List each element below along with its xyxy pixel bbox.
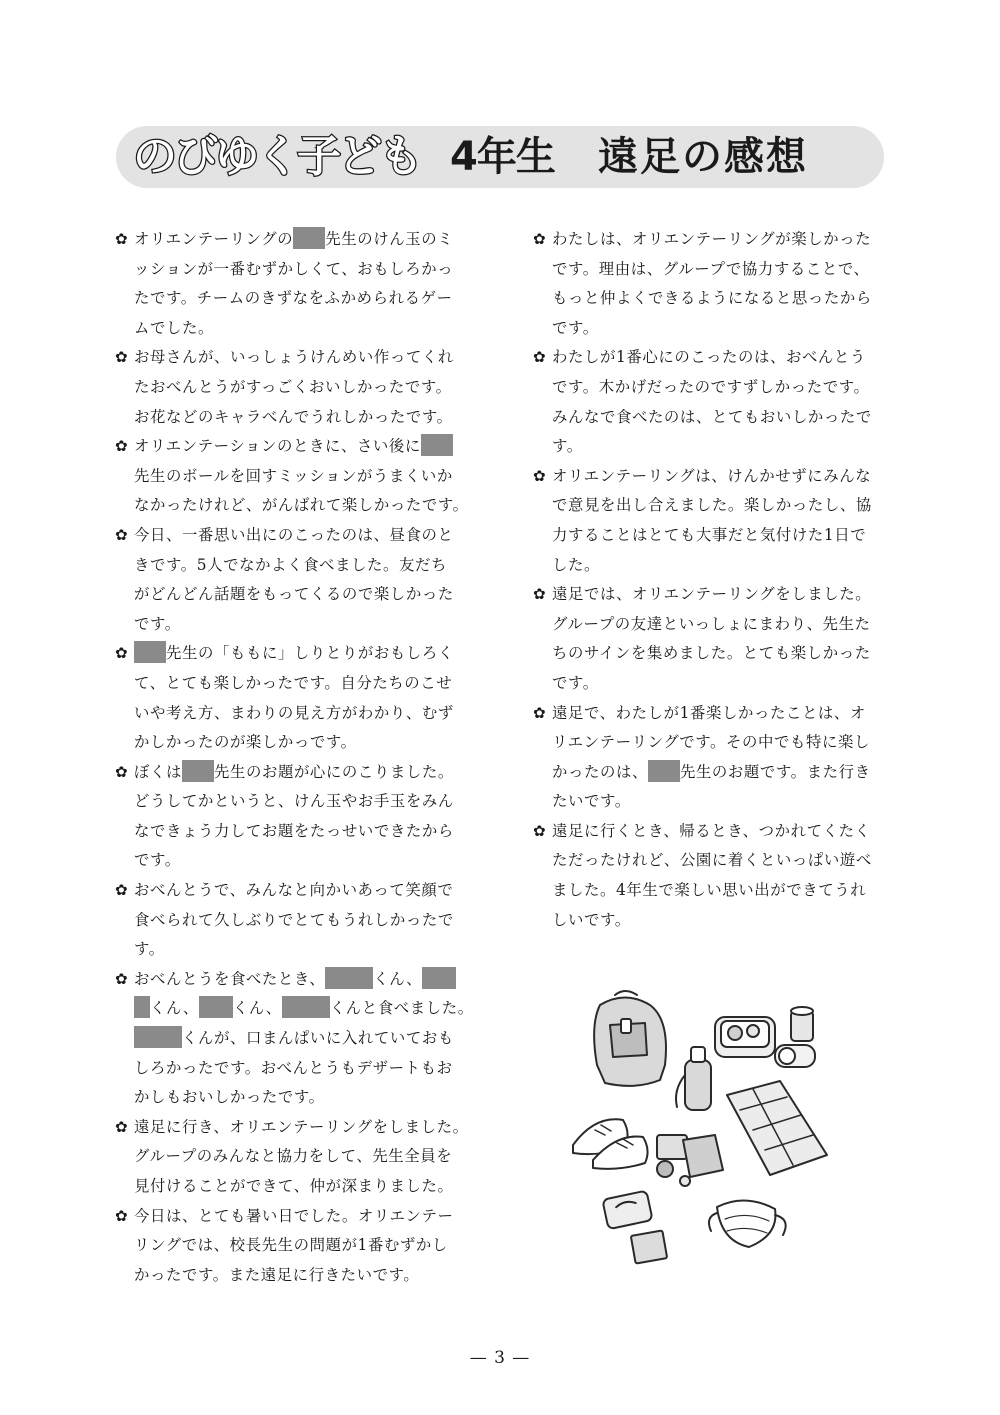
comment-entry: ✿ 遠足に行くとき、帰るとき、つかれてくたく ただったけれど、公園に着くといっぱい遊べ ました。4年生で楽しい思い出ができてうれ しいです。 bbox=[533, 817, 888, 935]
page-number: — 3 — bbox=[469, 1348, 531, 1368]
tissue-case-icon bbox=[602, 1191, 652, 1230]
handkerchief-icon bbox=[631, 1230, 667, 1263]
comment-entry: ✿ オリエンテーリングの 先生のけん玉のミ ッションが一番むずかしくて、おもしろかっ たです。チームのきずなをふかめられるゲー ムでした。 bbox=[115, 225, 480, 343]
towel-icon bbox=[775, 1045, 815, 1067]
comment-entry: ✿ 遠足では、オリエンテーリングをしました。 グループの友達といっしょにまわり、先生た ちのサインを集めました。とても楽しかった です。 bbox=[533, 580, 888, 698]
flower-icon: ✿ bbox=[115, 525, 129, 544]
redacted-name bbox=[648, 760, 680, 782]
water-bottle-icon bbox=[676, 1047, 711, 1110]
redacted-name bbox=[199, 996, 233, 1018]
flower-icon: ✿ bbox=[533, 348, 547, 367]
lunchbox-icon bbox=[715, 1017, 775, 1057]
redacted-name bbox=[293, 227, 325, 249]
flower-icon: ✿ bbox=[115, 1117, 129, 1136]
snacks-icon bbox=[657, 1135, 723, 1186]
flower-icon: ✿ bbox=[115, 230, 129, 248]
backpack-icon bbox=[594, 991, 666, 1086]
flower-icon: ✿ bbox=[115, 881, 129, 900]
flower-icon: ✿ bbox=[115, 437, 129, 456]
comment-entry: ✿ わたしは、オリエンテーリングが楽しかった です。理由は、グループで協力することで、 もっと仲よくできるようになると思ったから です。 bbox=[533, 225, 888, 343]
comment-entry: ✿ 遠足に行き、オリエンテーリングをしました。 グループのみんなと協力をして、先生全員を 見付けることができて、仲が深まりました。 bbox=[115, 1113, 480, 1202]
comment-entry: ✿ ぼくは 先生のお題が心にのこりました。 どうしてかというと、けん玉やお手玉をみん なできょう力してお題をたっせいできたから です。 bbox=[115, 758, 480, 876]
comment-entry: ✿ 遠足で、わたしが1番楽しかったことは、オ リエンテーリングです。その中でも特に楽し かったのは、 先生のお題です。また行き たいです。 bbox=[533, 699, 888, 817]
sneakers-icon bbox=[573, 1119, 648, 1169]
redacted-name bbox=[325, 967, 373, 989]
left-column bbox=[115, 225, 480, 1290]
comment-entry: ✿ 今日は、とても暑い日でした。オリエンテー リングでは、校長先生の問題が1番むずかし かったです。また遠足に行きたいです。 bbox=[115, 1202, 480, 1291]
comment-entry: ✿ おべんとうを食べたとき、 くん、 くん、 くん、 くんと食べました。 くんが、口まんぱいに入れていておも しろかったです。おべんとうもデザートもお かしもおいしかったです。 bbox=[115, 965, 480, 1113]
comment-entry: ✿ おべんとうで、みんなと向かいあって笑顔で 食べられて久しぶりでとてもうれしかったで す。 bbox=[115, 876, 480, 965]
redacted-name bbox=[421, 434, 453, 456]
title-ensoku: 遠足の感想 bbox=[598, 134, 808, 180]
flower-icon: ✿ bbox=[115, 762, 129, 781]
comment-entry: ✿ わたしが1番心にのこったのは、おべんとう です。木かげだったのですずしかったです。 みんなで食べたのは、とてもおいしかったで す。 bbox=[533, 343, 888, 461]
right-column bbox=[533, 225, 888, 935]
map-sheet-icon bbox=[727, 1081, 827, 1175]
flower-icon: ✿ bbox=[533, 821, 547, 840]
flower-icon: ✿ bbox=[533, 466, 547, 485]
flower-icon: ✿ bbox=[533, 230, 547, 248]
redacted-name bbox=[134, 996, 150, 1018]
title-grade: 4年生 bbox=[450, 134, 555, 180]
face-mask-icon bbox=[709, 1200, 786, 1247]
flower-icon: ✿ bbox=[115, 1206, 129, 1225]
redacted-name bbox=[422, 967, 456, 989]
redacted-name bbox=[182, 760, 214, 782]
comment-entry: ✿ 先生の「ももに」しりとりがおもしろく て、とても楽しかったです。自分たちのこせ いや考え方、まわりの見え方がわかり、むず かしかったのが楽しかっです。 bbox=[115, 639, 480, 757]
comment-entry: ✿ オリエンテーションのときに、さい後に 先生のボールを回すミッションがうまくいか なかったけれど、がんばれて楽しかったです。 bbox=[115, 432, 480, 521]
flower-icon: ✿ bbox=[533, 703, 547, 722]
picnic-items-illustration bbox=[565, 985, 835, 1275]
flower-icon: ✿ bbox=[115, 969, 129, 988]
title-nobiyuku: のびゆく子ども bbox=[133, 131, 420, 182]
comment-entry: ✿ お母さんが、いっしょうけんめい作ってくれ たおべんとうがすっごくおいしかったです。 お花などのキャラべんでうれしかったです。 bbox=[115, 343, 480, 432]
comment-entry: ✿ オリエンテーリングは、けんかせずにみんな で意見を出し合えました。楽しかったし、協 力することはとても大事だと気付けた1日で した。 bbox=[533, 462, 888, 580]
flower-icon: ✿ bbox=[533, 585, 547, 604]
flower-icon: ✿ bbox=[115, 644, 129, 663]
comment-entry: ✿ 今日、一番思い出にのこったのは、昼食のと きです。5人でなかよく食べました。友だち がどんどん話題をもってくるので楽しかった です。 bbox=[115, 521, 480, 639]
cup-icon bbox=[791, 1007, 813, 1041]
redacted-name bbox=[134, 641, 166, 663]
redacted-name bbox=[134, 1026, 182, 1048]
redacted-name bbox=[282, 996, 330, 1018]
flower-icon: ✿ bbox=[115, 348, 129, 367]
